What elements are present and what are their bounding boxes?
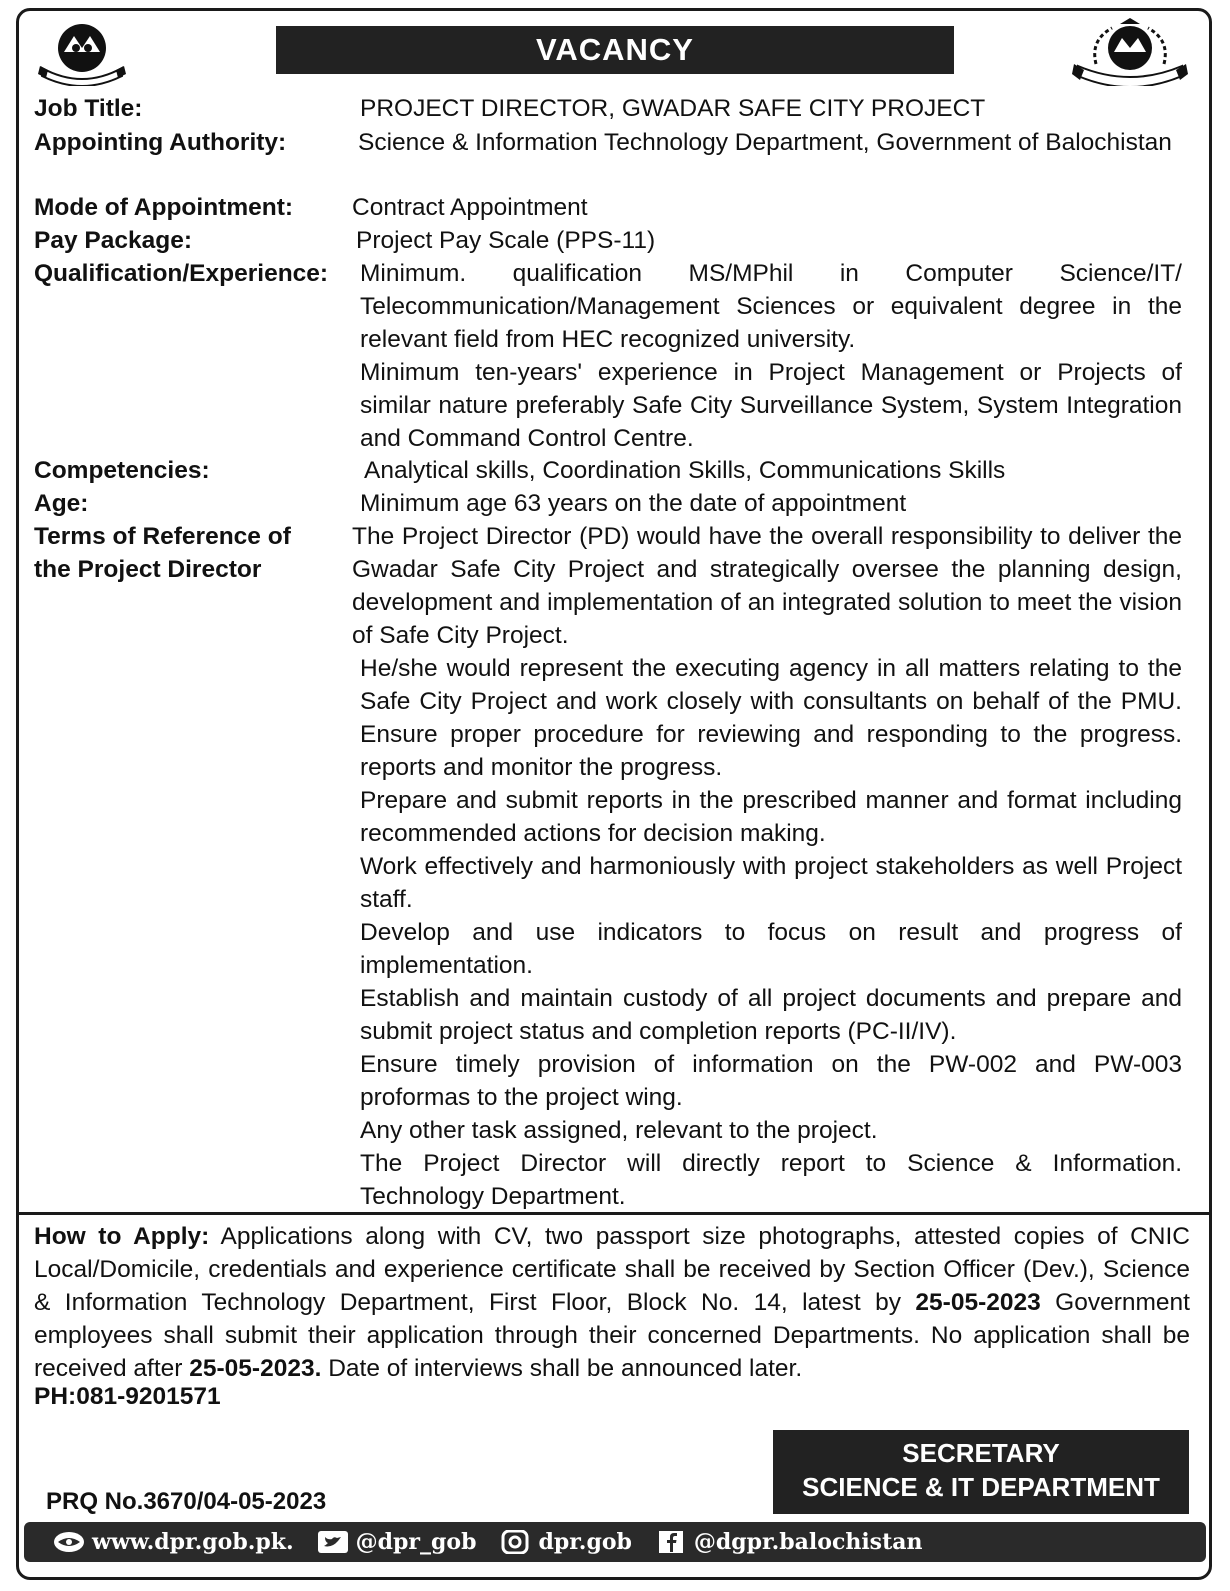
- balochistan-emblem-left: [36, 18, 128, 86]
- balochistan-emblem-right: [1072, 18, 1188, 86]
- phone-number: PH:081-9201571: [34, 1383, 221, 1410]
- instagram-icon: [498, 1529, 532, 1555]
- footer-social-bar: [24, 1522, 1206, 1562]
- appointing-authority-value: Science & Information Technology Department, Government of Balochistan: [358, 129, 1172, 156]
- tor-item: Prepare and submit reports in the prescribed manner and format including recommended actions for decision making.: [360, 787, 1182, 847]
- twitter-handle: @dpr_gob: [355, 1529, 477, 1555]
- vacancy-banner: VACANCY: [276, 26, 954, 74]
- tor-item: Work effectively and harmoniously with project stakeholders as well Project staff.: [360, 853, 1182, 913]
- footer-instagram[interactable]: [498, 1529, 631, 1555]
- pay-label: Pay Package:: [34, 227, 192, 254]
- apply-deadline-1: 25-05-2023: [915, 1289, 1041, 1316]
- how-to-apply-paragraph: [34, 1220, 1190, 1385]
- competencies-label: Competencies:: [34, 457, 210, 484]
- tor-item: He/she would represent the executing agency in all matters relating to the Safe City Project and work closely with consultants on behalf of the PMU. Ensure proper procedure for reviewing and responding to the progress. reports and monitor the progress.: [360, 655, 1182, 781]
- prq-number: PRQ No.3670/04-05-2023: [46, 1488, 327, 1515]
- competencies-row: [34, 454, 1204, 487]
- how-to-apply-label: How to Apply:: [34, 1223, 210, 1250]
- footer-facebook[interactable]: [654, 1529, 923, 1555]
- qualification-row: [34, 257, 1204, 455]
- mode-value: Contract Appointment: [352, 194, 588, 221]
- instagram-handle: dpr.gob: [538, 1529, 632, 1555]
- pay-row: [34, 224, 1204, 257]
- facebook-handle: @dgpr.balochistan: [693, 1529, 923, 1555]
- job-title-row: [34, 92, 1204, 125]
- apply-deadline-2: 25-05-2023.: [189, 1355, 322, 1382]
- mode-label: Mode of Appointment:: [34, 194, 294, 221]
- tor-item: The Project Director will directly report to Science & Information. Technology Department.: [360, 1150, 1182, 1210]
- footer-twitter[interactable]: [316, 1529, 477, 1555]
- twitter-icon: [316, 1529, 350, 1555]
- apply-text-2: Government employees shall submit their application through their concerned Departments. No application shall be received after: [34, 1289, 1190, 1382]
- website-text: www.dpr.gob.pk.: [92, 1529, 294, 1555]
- job-title-value: PROJECT DIRECTOR, GWADAR SAFE CITY PROJECT: [360, 95, 986, 122]
- signature-box: [773, 1430, 1189, 1514]
- appointing-authority-label: Appointing Authority:: [34, 129, 287, 156]
- tor-item: Develop and use indicators to focus on result and progress of implementation.: [360, 919, 1182, 979]
- signature-department: SCIENCE & IT DEPARTMENT: [802, 1472, 1160, 1502]
- globe-icon: [52, 1529, 86, 1555]
- job-title-label: Job Title:: [34, 95, 143, 122]
- section-divider: [18, 1212, 1210, 1215]
- apply-text-1: Applications along with CV, two passport size photographs, attested copies of CNIC Local/Domicile, credentials and experience certificate shall be received by Section Officer (Dev.), Science & Information Technology Department, First Floor, Block No. 14, latest by: [34, 1223, 1190, 1316]
- tor-item: Ensure timely provision of information on the PW-002 and PW-003 proformas to the project wing.: [360, 1051, 1182, 1111]
- age-value: Minimum age 63 years on the date of appointment: [360, 490, 907, 517]
- pay-value: Project Pay Scale (PPS-11): [356, 227, 656, 254]
- terms-of-reference-row: [34, 520, 1204, 1210]
- apply-text-3: Date of interviews shall be announced later.: [321, 1355, 803, 1382]
- competencies-value: Analytical skills, Coordination Skills, Communications Skills: [364, 457, 1006, 484]
- tor-label-line-1: Terms of Reference of: [34, 523, 291, 550]
- tor-item: The Project Director (PD) would have the overall responsibility to deliver the Gwadar Safe City Project and strategically oversee the planning design, development and implementation of an integrated solution to meet the vision of Safe City Project.: [352, 523, 1182, 649]
- facebook-icon: [654, 1529, 688, 1555]
- qualification-label: Qualification/Experience:: [34, 260, 329, 287]
- qualification-text-2: Minimum ten-years' experience in Project Management or Projects of similar nature preferably Safe City Surveillance System, System Integration and Command Control Centre.: [360, 359, 1182, 452]
- footer-website[interactable]: [52, 1529, 294, 1555]
- tor-item: Any other task assigned, relevant to the project.: [360, 1117, 878, 1144]
- mode-row: [34, 191, 1204, 224]
- tor-label-line-2: the Project Director: [34, 556, 262, 583]
- signature-title: SECRETARY: [902, 1438, 1060, 1468]
- appointing-authority-row: [34, 126, 1204, 192]
- age-label: Age:: [34, 490, 89, 517]
- age-row: [34, 487, 1204, 520]
- qualification-text-1: Minimum. qualification MS/MPhil in Computer Science/IT/ Telecommunication/Management Sciences or equivalent degree in the relevant field from HEC recognized university.: [360, 260, 1182, 353]
- tor-item: Establish and maintain custody of all project documents and prepare and submit project status and completion reports (PC-II/IV).: [360, 985, 1182, 1045]
